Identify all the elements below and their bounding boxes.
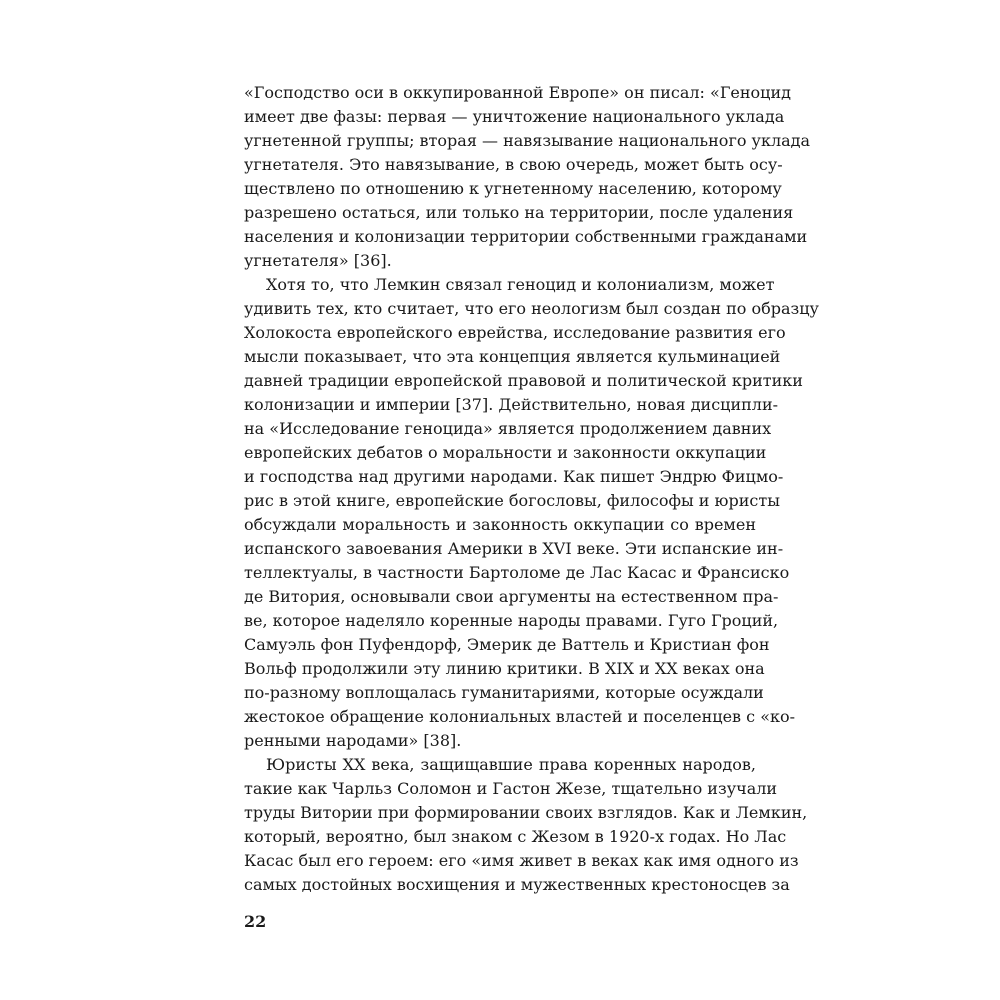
page-number: 22	[244, 912, 267, 931]
text-line: Самуэль фон Пуфендорф, Эмерик де Ваттель и Кристиан фон	[244, 635, 770, 654]
text-line: жестокое обращение колониальных властей и поселенцев с «ко-	[244, 707, 796, 726]
text-line: ществлено по отношению к угнетенному населению, которому	[244, 179, 782, 198]
text-line: рис в этой книге, европейские богословы, философы и юристы	[244, 491, 780, 510]
text-line: Касас был его героем: его «имя живет в веках как имя одного из	[244, 851, 799, 870]
text-line: мысли показывает, что эта концепция является кульминацией	[244, 347, 781, 366]
text-line: колонизации и империи [37]. Действительно, новая дисципли-	[244, 395, 779, 414]
text-line: Вольф продолжили эту линию критики. В XIX и XX веках она	[244, 659, 765, 678]
text-line: по-разному воплощалась гуманитариями, которые осуждали	[244, 683, 764, 702]
page-body-text	[244, 81, 819, 897]
text-line: самых достойных восхищения и мужественных крестоносцев за	[244, 875, 790, 894]
text-line: «Господство оси в оккупированной Европе» он писал: «Геноцид	[244, 83, 791, 102]
text-line: угнетенной группы; вторая — навязывание национального уклада	[244, 131, 811, 150]
text-line: ве, которое наделяло коренные народы правами. Гуго Гроций,	[244, 611, 779, 630]
text-line: теллектуалы, в частности Бартоломе де Лас Касас и Франсиско	[244, 563, 790, 582]
text-line: Юристы XX века, защищавшие права коренных народов,	[266, 755, 756, 774]
text-line: ренными народами» [38].	[244, 731, 462, 750]
text-line: Холокоста европейского еврейства, исследование развития его	[244, 323, 786, 342]
text-line: давней традиции европейской правовой и политической критики	[244, 371, 803, 390]
text-line: и господства над другими народами. Как пишет Эндрю Фицмо-	[244, 467, 784, 486]
text-line: удивить тех, кто считает, что его неологизм был создан по образцу	[244, 299, 819, 318]
text-line: обсуждали моральность и законность оккупации со времен	[244, 515, 756, 534]
text-line: на «Исследование геноцида» является продолжением давних	[244, 419, 772, 438]
text-line: который, вероятно, был знаком с Жезом в 1920-х годах. Но Лас	[244, 827, 787, 846]
text-line: угнетателя» [36].	[244, 251, 392, 270]
text-line: разрешено остаться, или только на территории, после удаления	[244, 203, 794, 222]
text-line: населения и колонизации территории собственными гражданами	[244, 227, 808, 246]
text-line: испанского завоевания Америки в XVI веке. Эти испанские ин-	[244, 539, 784, 558]
text-line: имеет две фазы: первая — уничтожение национального уклада	[244, 107, 785, 126]
text-line: угнетателя. Это навязывание, в свою очередь, может быть осу-	[244, 155, 783, 174]
text-line: такие как Чарльз Соломон и Гастон Жезе, тщательно изучали	[244, 779, 778, 798]
text-line: де Витория, основывали свои аргументы на естественном пра-	[244, 587, 779, 606]
text-line: труды Витории при формировании своих взглядов. Как и Лемкин,	[244, 803, 808, 822]
text-line: Хотя то, что Лемкин связал геноцид и колониализм, может	[266, 275, 775, 294]
text-line: европейских дебатов о моральности и законности оккупации	[244, 443, 767, 462]
